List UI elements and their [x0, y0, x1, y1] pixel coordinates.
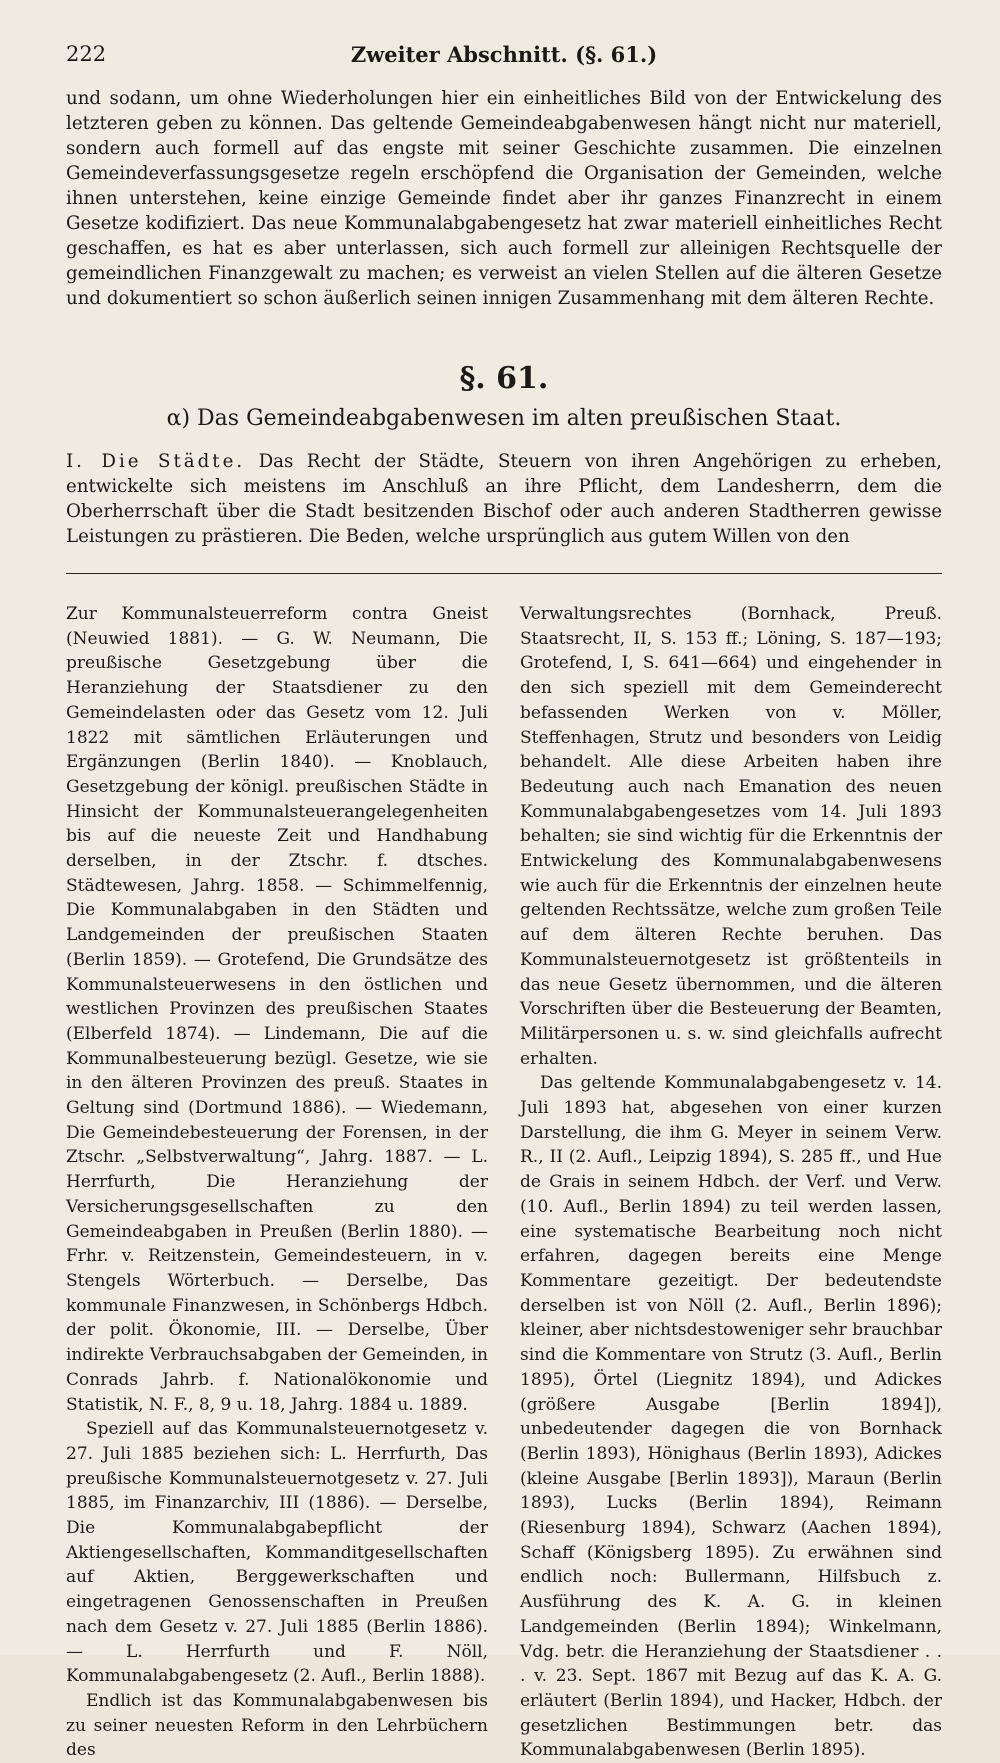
- footnotes: [66, 602, 942, 1763]
- page-number: 222: [66, 42, 107, 66]
- intro-paragraph: und sodann, um ohne Wiederholungen hier ein einheitliches Bild von der Entwickelung des letzteren geben zu können. Das geltende Gemeindeabgabenwesen hängt nicht nur materiell, sondern auch formell auf das engste mit seiner Geschichte zusammen. Die einzelnen Gemeindeverfassungsgesetze regeln erschöpfend die Organisation der Gemeinden, welche ihnen unterstehen, keine einzige Gemeinde findet aber ihr ganzes Finanzrecht in einem Gesetze kodifiziert. Das neue Kommunalabgabengesetz hat zwar materiell einheitliches Recht geschaffen, es hat es aber unterlassen, sich auch formell zur alleinigen Rechtsquelle der gemeindlichen Finanzgewalt zu machen; es verweist an vielen Stellen auf die älteren Gesetze und dokumentiert so schon äußerlich seinen innigen Zusammenhang mit dem älteren Rechte.: [66, 88, 942, 309]
- subsection-text: Das Recht der Städte, Steuern von ihren Angehörigen zu erheben, entwickelte sich meistens im Anschluß an ihre Pflicht, dem Landesherrn, dem die Oberherrschaft über die Stadt besitzenden Bischof oder auch anderen Stadtherren gewisse Leistungen zu prästieren. Die Beden, welche ursprünglich aus gutem Willen von den: [66, 451, 942, 547]
- footnote-paragraph: Das geltende Kommunalabgabengesetz v. 14. Juli 1893 hat, abgesehen von einer kurzen Darstellung, die ihm G. Meyer in seinem Verw. R., II (2. Aufl., Leipzig 1894), S. 285 ff., und Hue de Grais in seinem Hdbch. der Verf. und Verw. (10. Aufl., Berlin 1894) zu teil werden lassen, eine systematische Bearbeitung noch nicht erfahren, dagegen bereits eine Menge Kommentare gezeitigt. Der bedeutendste derselben ist von Nöll (2. Aufl., Berlin 1896); kleiner, aber nichtsdestoweniger sehr brauchbar sind die Kommentare von Strutz (3. Aufl., Berlin 1895), Örtel (Liegnitz 1894), und Adickes (größere Ausgabe [Berlin 1894]), unbedeutender dagegen die von Bornhack (Berlin 1893), Hönighaus (Berlin 1893), Adickes (kleine Ausgabe [Berlin 1893]), Maraun (Berlin 1893), Lucks (Berlin 1894), Reimann (Riesenburg 1894), Schwarz (Aachen 1894), Schaff (Königsberg 1895). Zu erwähnen sind endlich noch: Bullermann, Hilfsbuch z. Ausführung des K. A. G. in kleinen Landgemeinden (Berlin 1894); Winkelmann, Vdg. betr. die Heranziehung der Staatsdiener . . . v. 23. Sept. 1867 mit Bezug auf das K. A. G. erläutert (Berlin 1894), und Hacker, Hdbch. der gesetzlichen Bestimmungen betr. das Kommunalabgabenwesen (Berlin 1895).: [520, 1073, 942, 1761]
- running-head: [66, 38, 942, 86]
- section-number: §. 61.: [459, 361, 549, 396]
- chapter-heading: Zweiter Abschnitt. (§. 61.): [350, 42, 658, 67]
- footnote-column-right: [520, 602, 942, 1763]
- section-title: α) Das Gemeindeabgabenwesen im alten preußischen Staat.: [166, 406, 842, 431]
- subsection-paragraph: [66, 449, 942, 549]
- footnote-paragraph: Speziell auf das Kommunalsteuernotgesetz v. 27. Juli 1885 beziehen sich: L. Herrfurth, Das preußische Kommunalsteuernotgesetz v. 27. Juli 1885, im Finanzarchiv, III (1886). — Derselbe, Die Kommunalabgabepflicht der Aktiengesellschaften, Kommanditgesellschaften auf Aktien, Berggewerkschaften und eingetragenen Genossenschaften in Preußen nach dem Gesetz v. 27. Juli 1885 (Berlin 1886). — L. Herrfurth und F. Nöll, Kommunalabgabengesetz (2. Aufl., Berlin 1888).: [66, 1419, 488, 1687]
- footnote-paragraph: Zur Kommunalsteuerreform contra Gneist (Neuwied 1881). — G. W. Neumann, Die preußische Gesetzgebung über die Heranziehung der Staatsdiener zu den Gemeindelasten oder das Gesetz vom 12. Juli 1822 mit sämtlichen Erläuterungen und Ergänzungen (Berlin 1840). — Knoblauch, Gesetzgebung der königl. preußischen Städte in Hinsicht der Kommunalsteuerangelegenheiten bis auf die neueste Zeit und Handhabung derselben, in der Ztschr. f. dtsches. Städtewesen, Jahrg. 1858. — Schimmelfennig, Die Kommunalabgaben in den Städten und Landgemeinden der preußischen Staaten (Berlin 1859). — Grotefend, Die Grundsätze des Kommunalsteuerwesens in den östlichen und westlichen Provinzen des preußischen Staates (Elberfeld 1874). — Lindemann, Die auf die Kommunalbesteuerung bezügl. Gesetze, wie sie in den älteren Provinzen des preuß. Staates in Geltung sind (Dortmund 1886). — Wiedemann, Die Gemeindebesteuerung der Forensen, in der Ztschr. „Selbstverwaltung“, Jahrg. 1887. — L. Herrfurth, Die Heranziehung der Versicherungsgesellschaften zu den Gemeindeabgaben in Preußen (Berlin 1880). — Frhr. v. Reitzenstein, Gemeindesteuern, in v. Stengels Wörterbuch. — Derselbe, Das kommunale Finanzwesen, in Schönbergs Hdbch. der polit. Ökonomie, III. — Derselbe, Über indirekte Verbrauchsabgaben der Gemeinden, in Conrads Jahrb. f. Nationalökonomie und Statistik, N. F., 8, 9 u. 18, Jahrg. 1884 u. 1889.: [66, 604, 488, 1415]
- footnote-paragraph: Verwaltungsrechtes (Bornhack, Preuß. Staatsrecht, II, S. 153 ff.; Löning, S. 187—193; Grotefend, I, S. 641—664) und eingehender in den sich speziell mit dem Gemeinderecht befassenden Werken von v. Möller, Steffenhagen, Strutz und besonders von Leidig behandelt. Alle diese Arbeiten haben ihre Bedeutung auch nach Emanation des neuen Kommunalabgabengesetzes vom 14. Juli 1893 behalten; sie sind wichtig für die Erkenntnis der Entwickelung des Kommunalabgabenwesens wie auch für die Erkenntnis der einzelnen heute geltenden Rechtssätze, welche zum großen Teile auf dem älteren Rechte beruhen. Das Kommunalsteuernotgesetz ist größtenteils in das neue Gesetz übernommen, und die älteren Vorschriften über die Besteuerung der Beamten, Militärpersonen u. s. w. sind gleichfalls aufrecht erhalten.: [520, 604, 942, 1069]
- main-text: [66, 86, 942, 549]
- footnote-paragraph: Endlich ist das Kommunalabgabenwesen bis zu seiner neuesten Reform in den Lehrbüchern des: [66, 1690, 488, 1761]
- footnote-column-left: [66, 602, 488, 1763]
- subsection-label: I. Die Städte.: [66, 451, 246, 472]
- footnote-divider: [66, 573, 942, 574]
